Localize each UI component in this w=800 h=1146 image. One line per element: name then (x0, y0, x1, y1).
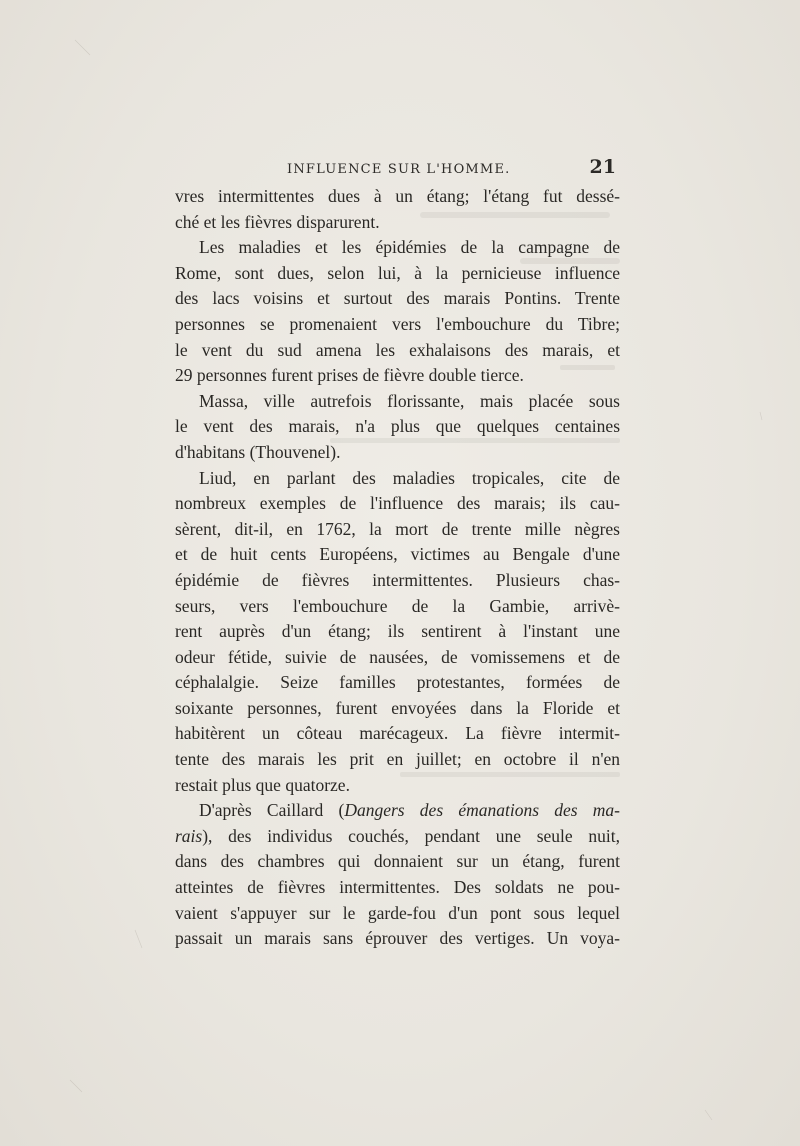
text-line: rais), des individus couchés, pendant une seule nuit, (175, 825, 620, 846)
text-line: sèrent, dit-il, en 1762, la mort de trente mille nègres (175, 518, 620, 539)
italic-title: Dangers des émanations des ma- (344, 800, 620, 821)
text-line: Les maladies et les épidémies de la campagne de (199, 237, 620, 258)
text-line: personnes se promenaient vers l'embouchure du Tibre; (175, 313, 620, 334)
text-line: épidémie de fièvres intermittentes. Plusieurs chas- (175, 569, 620, 590)
text-line: Massa, ville autrefois florissante, mais placée sous (199, 390, 620, 411)
text-line: passait un marais sans éprouver des vertiges. Un voya- (175, 928, 620, 949)
text-line: le vent du sud amena les exhalaisons des marais, et (175, 339, 620, 360)
text-line: vaient s'appuyer sur le garde-fou d'un pont sous lequel (175, 902, 620, 923)
text-line: le vent des marais, n'a plus que quelques centaines (175, 416, 620, 437)
page-header (175, 156, 620, 186)
text-line: dans des chambres qui donnaient sur un étang, furent (175, 851, 620, 872)
italic-title: rais (175, 825, 203, 846)
body-text (175, 184, 620, 952)
text-line: odeur fétide, suivie de nausées, de vomissemens et de (175, 646, 620, 667)
text-line: ché et les fièvres disparurent. (175, 211, 380, 232)
running-title: INFLUENCE SUR L'HOMME. (287, 162, 511, 177)
text-line: seurs, vers l'embouchure de la Gambie, arrivè- (175, 595, 620, 616)
text-line: céphalalgie. Seize familles protestantes, formées de (175, 672, 620, 693)
text-line: Rome, sont dues, selon lui, à la pernicieuse influence (175, 262, 620, 283)
text-line: Liud, en parlant des maladies tropicales, cite de (199, 467, 620, 488)
text-line: 29 personnes furent prises de fièvre double tierce. (175, 365, 524, 386)
text-line: et de huit cents Européens, victimes au Bengale d'une (175, 544, 620, 565)
text-line: rent auprès d'un étang; ils sentirent à l'instant une (175, 621, 620, 642)
text-line: soixante personnes, furent envoyées dans la Floride et (175, 697, 620, 718)
text-line: atteintes de fièvres intermittentes. Des soldats ne pou- (175, 877, 620, 898)
text-line: vres intermittentes dues à un étang; l'étang fut dessé- (175, 186, 620, 206)
page-number: 21 (589, 156, 616, 178)
text-line: tente des marais les prit en juillet; en octobre il n'en (175, 749, 620, 770)
text-line: des lacs voisins et surtout des marais Pontins. Trente (175, 288, 620, 309)
text-line: restait plus que quatorze. (175, 774, 350, 795)
text-line: d'habitans (Thouvenel). (175, 441, 341, 462)
text-line: habitèrent un côteau marécageux. La fièvre intermit- (175, 723, 620, 744)
text-line: D'après Caillard (Dangers des émanations des ma- (199, 800, 620, 821)
text-line: nombreux exemples de l'influence des marais; ils cau- (175, 493, 620, 514)
